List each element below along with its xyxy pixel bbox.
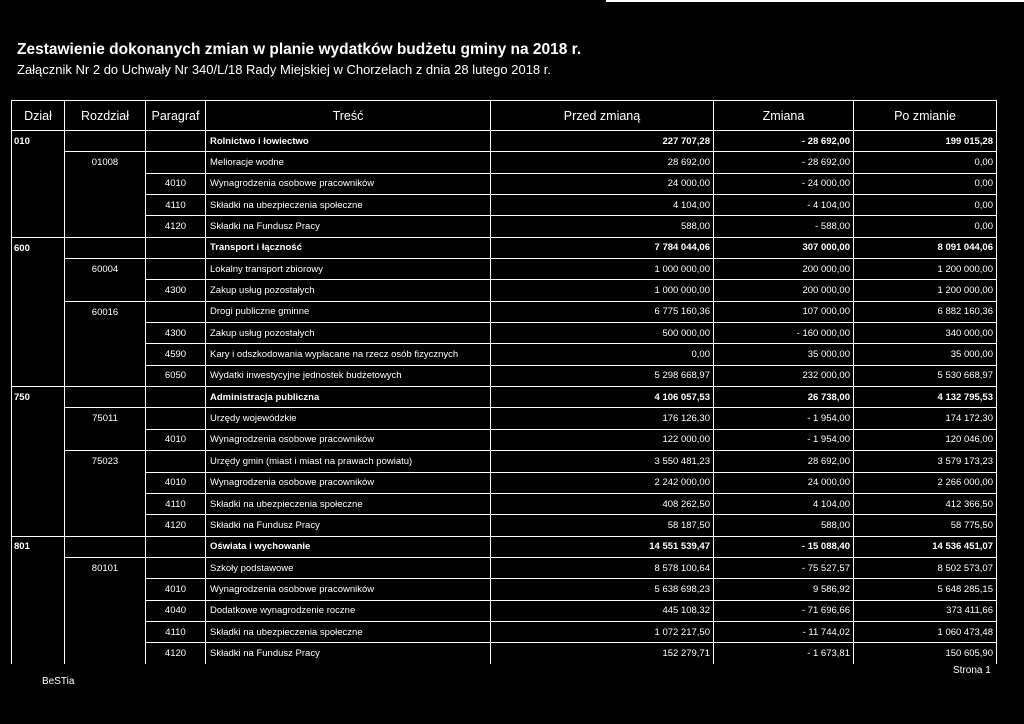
table-row bbox=[12, 195, 997, 216]
cell-tresc: Wynagrodzenia osobowe pracowników bbox=[206, 472, 491, 493]
table-row bbox=[12, 493, 997, 514]
cell-przed: 4 104,00 bbox=[491, 195, 714, 216]
cell-zmiana: 35 000,00 bbox=[714, 344, 854, 365]
cell-zmiana: - 588,00 bbox=[714, 216, 854, 237]
cell-paragraf: 4010 bbox=[146, 579, 206, 600]
cell-rozdzial bbox=[65, 643, 146, 664]
cell-paragraf bbox=[146, 152, 206, 173]
cell-po: 120 046,00 bbox=[854, 429, 997, 450]
table-row bbox=[12, 131, 997, 152]
table-row bbox=[12, 536, 997, 557]
cell-po: 1 060 473,48 bbox=[854, 621, 997, 642]
cell-po: 174 172,30 bbox=[854, 408, 997, 429]
column-header-przed-zmiana: Przed zmianą bbox=[491, 101, 714, 131]
table-row bbox=[12, 600, 997, 621]
column-header-po-zmianie: Po zmianie bbox=[854, 101, 997, 131]
cell-paragraf: 4010 bbox=[146, 429, 206, 450]
cell-przed: 58 187,50 bbox=[491, 515, 714, 536]
cell-dzial bbox=[12, 195, 65, 216]
cell-po: 150 605,90 bbox=[854, 643, 997, 664]
cell-przed: 500 000,00 bbox=[491, 323, 714, 344]
column-header-zmiana: Zmiana bbox=[714, 101, 854, 131]
cell-dzial bbox=[12, 579, 65, 600]
cell-przed: 1 000 000,00 bbox=[491, 259, 714, 280]
cell-paragraf: 4120 bbox=[146, 515, 206, 536]
cell-tresc: Wydatki inwestycyjne jednostek budżetowych bbox=[206, 365, 491, 386]
cell-zmiana: - 1 954,00 bbox=[714, 408, 854, 429]
cell-dzial bbox=[12, 216, 65, 237]
cell-rozdzial: 60016 bbox=[65, 301, 146, 322]
cell-dzial bbox=[12, 600, 65, 621]
table-row bbox=[12, 557, 997, 578]
cell-po: 5 648 285,15 bbox=[854, 579, 997, 600]
cell-rozdzial bbox=[65, 493, 146, 514]
table-row bbox=[12, 451, 997, 472]
cell-po: 14 536 451,07 bbox=[854, 536, 997, 557]
cell-zmiana: 232 000,00 bbox=[714, 365, 854, 386]
cell-przed: 408 262,50 bbox=[491, 493, 714, 514]
cell-po: 1 200 000,00 bbox=[854, 280, 997, 301]
table-row bbox=[12, 323, 997, 344]
cell-zmiana: - 71 696,66 bbox=[714, 600, 854, 621]
cell-przed: 28 692,00 bbox=[491, 152, 714, 173]
cell-przed: 24 000,00 bbox=[491, 173, 714, 194]
cell-tresc: Drogi publiczne gminne bbox=[206, 301, 491, 322]
cell-dzial bbox=[12, 344, 65, 365]
cell-zmiana: 200 000,00 bbox=[714, 259, 854, 280]
cell-przed: 7 784 044,06 bbox=[491, 237, 714, 258]
cell-rozdzial bbox=[65, 237, 146, 258]
cell-dzial bbox=[12, 472, 65, 493]
cell-przed: 445 108,32 bbox=[491, 600, 714, 621]
cell-rozdzial bbox=[65, 173, 146, 194]
cell-paragraf: 4010 bbox=[146, 472, 206, 493]
cell-tresc: Zakup usług pozostałych bbox=[206, 280, 491, 301]
cell-po: 35 000,00 bbox=[854, 344, 997, 365]
cell-tresc: Oświata i wychowanie bbox=[206, 536, 491, 557]
cell-zmiana: 307 000,00 bbox=[714, 237, 854, 258]
cell-rozdzial bbox=[65, 621, 146, 642]
column-header-dzial: Dział bbox=[12, 101, 65, 131]
top-border-line bbox=[606, 0, 1024, 2]
cell-rozdzial bbox=[65, 365, 146, 386]
table-row bbox=[12, 387, 997, 408]
page-title: Zestawienie dokonanych zmian w planie wydatków budżetu gminy na 2018 r. bbox=[17, 41, 582, 58]
cell-tresc: Zakup usług pozostałych bbox=[206, 323, 491, 344]
cell-przed: 5 638 698,23 bbox=[491, 579, 714, 600]
cell-tresc: Melioracje wodne bbox=[206, 152, 491, 173]
cell-rozdzial bbox=[65, 472, 146, 493]
cell-dzial bbox=[12, 152, 65, 173]
cell-po: 0,00 bbox=[854, 173, 997, 194]
cell-rozdzial bbox=[65, 280, 146, 301]
cell-przed: 5 298 668,97 bbox=[491, 365, 714, 386]
cell-przed: 0,00 bbox=[491, 344, 714, 365]
cell-przed: 4 106 057,53 bbox=[491, 387, 714, 408]
cell-przed: 227 707,28 bbox=[491, 131, 714, 152]
cell-po: 0,00 bbox=[854, 152, 997, 173]
cell-paragraf bbox=[146, 536, 206, 557]
cell-tresc: Lokalny transport zbiorowy bbox=[206, 259, 491, 280]
cell-dzial bbox=[12, 515, 65, 536]
cell-paragraf bbox=[146, 557, 206, 578]
cell-dzial bbox=[12, 280, 65, 301]
cell-po: 373 411,66 bbox=[854, 600, 997, 621]
cell-dzial bbox=[12, 643, 65, 664]
cell-paragraf bbox=[146, 387, 206, 408]
cell-tresc: Składki na ubezpieczenia społeczne bbox=[206, 195, 491, 216]
cell-zmiana: 4 104,00 bbox=[714, 493, 854, 514]
cell-po: 1 200 000,00 bbox=[854, 259, 997, 280]
cell-paragraf: 4110 bbox=[146, 195, 206, 216]
cell-po: 0,00 bbox=[854, 195, 997, 216]
cell-tresc: Składki na Fundusz Pracy bbox=[206, 643, 491, 664]
cell-rozdzial: 75023 bbox=[65, 451, 146, 472]
cell-zmiana: - 24 000,00 bbox=[714, 173, 854, 194]
cell-po: 0,00 bbox=[854, 216, 997, 237]
cell-zmiana: - 160 000,00 bbox=[714, 323, 854, 344]
column-header-tresc: Treść bbox=[206, 101, 491, 131]
cell-paragraf bbox=[146, 259, 206, 280]
table-row bbox=[12, 643, 997, 664]
cell-rozdzial bbox=[65, 600, 146, 621]
footer-app-name: BeSTia bbox=[42, 676, 75, 687]
cell-dzial: 801 bbox=[12, 536, 65, 557]
cell-paragraf: 4110 bbox=[146, 621, 206, 642]
cell-zmiana: - 75 527,57 bbox=[714, 557, 854, 578]
cell-paragraf: 4300 bbox=[146, 323, 206, 344]
cell-dzial bbox=[12, 173, 65, 194]
cell-po: 199 015,28 bbox=[854, 131, 997, 152]
cell-rozdzial bbox=[65, 131, 146, 152]
cell-zmiana: 28 692,00 bbox=[714, 451, 854, 472]
cell-rozdzial bbox=[65, 216, 146, 237]
cell-rozdzial bbox=[65, 344, 146, 365]
cell-rozdzial: 01008 bbox=[65, 152, 146, 173]
cell-dzial bbox=[12, 259, 65, 280]
cell-tresc: Rolnictwo i łowiectwo bbox=[206, 131, 491, 152]
cell-tresc: Składki na ubezpieczenia społeczne bbox=[206, 621, 491, 642]
table-row bbox=[12, 472, 997, 493]
cell-tresc: Dodatkowe wynagrodzenie roczne bbox=[206, 600, 491, 621]
table-body bbox=[12, 131, 997, 664]
cell-tresc: Wynagrodzenia osobowe pracowników bbox=[206, 429, 491, 450]
cell-rozdzial bbox=[65, 579, 146, 600]
cell-tresc: Urzędy wojewódzkie bbox=[206, 408, 491, 429]
table-row bbox=[12, 429, 997, 450]
cell-paragraf: 6050 bbox=[146, 365, 206, 386]
cell-zmiana: - 1 673,81 bbox=[714, 643, 854, 664]
cell-zmiana: 200 000,00 bbox=[714, 280, 854, 301]
cell-rozdzial bbox=[65, 387, 146, 408]
table-row bbox=[12, 280, 997, 301]
cell-po: 3 579 173,23 bbox=[854, 451, 997, 472]
cell-dzial bbox=[12, 429, 65, 450]
cell-dzial bbox=[12, 557, 65, 578]
cell-zmiana: 9 586,92 bbox=[714, 579, 854, 600]
table-row bbox=[12, 301, 997, 322]
cell-tresc: Składki na ubezpieczenia społeczne bbox=[206, 493, 491, 514]
cell-paragraf bbox=[146, 301, 206, 322]
column-header-rozdzial: Rozdział bbox=[65, 101, 146, 131]
cell-dzial: 010 bbox=[12, 131, 65, 152]
table-row bbox=[12, 515, 997, 536]
cell-paragraf: 4120 bbox=[146, 643, 206, 664]
cell-dzial: 600 bbox=[12, 237, 65, 258]
cell-dzial bbox=[12, 493, 65, 514]
table-row bbox=[12, 152, 997, 173]
cell-paragraf bbox=[146, 451, 206, 472]
cell-po: 58 775,50 bbox=[854, 515, 997, 536]
cell-paragraf: 4300 bbox=[146, 280, 206, 301]
cell-tresc: Urzędy gmin (miast i miast na prawach powiatu) bbox=[206, 451, 491, 472]
cell-po: 5 530 668,97 bbox=[854, 365, 997, 386]
cell-tresc: Administracja publiczna bbox=[206, 387, 491, 408]
cell-po: 8 091 044,06 bbox=[854, 237, 997, 258]
cell-zmiana: 26 738,00 bbox=[714, 387, 854, 408]
cell-zmiana: - 11 744,02 bbox=[714, 621, 854, 642]
table-row bbox=[12, 579, 997, 600]
cell-paragraf: 4590 bbox=[146, 344, 206, 365]
table-row bbox=[12, 259, 997, 280]
cell-zmiana: - 15 088,40 bbox=[714, 536, 854, 557]
page-subtitle: Załącznik Nr 2 do Uchwały Nr 340/L/18 Rady Miejskiej w Chorzelach z dnia 28 lutego 2018 r. bbox=[17, 62, 551, 77]
cell-rozdzial: 75011 bbox=[65, 408, 146, 429]
table-row bbox=[12, 621, 997, 642]
budget-changes-table bbox=[11, 100, 997, 664]
cell-tresc: Kary i odszkodowania wypłacane na rzecz osób fizycznych bbox=[206, 344, 491, 365]
cell-przed: 176 126,30 bbox=[491, 408, 714, 429]
cell-tresc: Szkoły podstawowe bbox=[206, 557, 491, 578]
cell-rozdzial bbox=[65, 323, 146, 344]
cell-tresc: Transport i łączność bbox=[206, 237, 491, 258]
cell-przed: 1 072 217,50 bbox=[491, 621, 714, 642]
table-row bbox=[12, 408, 997, 429]
cell-dzial bbox=[12, 451, 65, 472]
cell-paragraf: 4010 bbox=[146, 173, 206, 194]
cell-rozdzial bbox=[65, 515, 146, 536]
cell-rozdzial: 80101 bbox=[65, 557, 146, 578]
cell-paragraf bbox=[146, 237, 206, 258]
cell-przed: 3 550 481,23 bbox=[491, 451, 714, 472]
cell-zmiana: - 1 954,00 bbox=[714, 429, 854, 450]
cell-tresc: Wynagrodzenia osobowe pracowników bbox=[206, 173, 491, 194]
cell-po: 8 502 573,07 bbox=[854, 557, 997, 578]
cell-paragraf bbox=[146, 408, 206, 429]
cell-po: 6 882 160,36 bbox=[854, 301, 997, 322]
cell-dzial: 750 bbox=[12, 387, 65, 408]
cell-zmiana: - 4 104,00 bbox=[714, 195, 854, 216]
table-row bbox=[12, 344, 997, 365]
cell-przed: 588,00 bbox=[491, 216, 714, 237]
cell-przed: 152 279,71 bbox=[491, 643, 714, 664]
cell-dzial bbox=[12, 621, 65, 642]
cell-paragraf: 4120 bbox=[146, 216, 206, 237]
cell-tresc: Składki na Fundusz Pracy bbox=[206, 216, 491, 237]
cell-rozdzial bbox=[65, 536, 146, 557]
cell-po: 340 000,00 bbox=[854, 323, 997, 344]
cell-dzial bbox=[12, 301, 65, 322]
cell-przed: 122 000,00 bbox=[491, 429, 714, 450]
cell-zmiana: 24 000,00 bbox=[714, 472, 854, 493]
cell-zmiana: - 28 692,00 bbox=[714, 152, 854, 173]
cell-paragraf: 4110 bbox=[146, 493, 206, 514]
cell-przed: 14 551 539,47 bbox=[491, 536, 714, 557]
cell-rozdzial bbox=[65, 429, 146, 450]
page-number: Strona 1 bbox=[953, 665, 991, 676]
cell-przed: 8 578 100,64 bbox=[491, 557, 714, 578]
table-header-row bbox=[12, 101, 997, 131]
cell-po: 2 266 000,00 bbox=[854, 472, 997, 493]
cell-dzial bbox=[12, 408, 65, 429]
table-row bbox=[12, 173, 997, 194]
cell-przed: 6 775 160,36 bbox=[491, 301, 714, 322]
cell-dzial bbox=[12, 365, 65, 386]
cell-paragraf bbox=[146, 131, 206, 152]
cell-zmiana: 588,00 bbox=[714, 515, 854, 536]
cell-przed: 2 242 000,00 bbox=[491, 472, 714, 493]
table-row bbox=[12, 365, 997, 386]
cell-zmiana: 107 000,00 bbox=[714, 301, 854, 322]
cell-po: 4 132 795,53 bbox=[854, 387, 997, 408]
cell-tresc: Wynagrodzenia osobowe pracowników bbox=[206, 579, 491, 600]
column-header-paragraf: Paragraf bbox=[146, 101, 206, 131]
cell-rozdzial bbox=[65, 195, 146, 216]
cell-dzial bbox=[12, 323, 65, 344]
cell-tresc: Składki na Fundusz Pracy bbox=[206, 515, 491, 536]
cell-po: 412 366,50 bbox=[854, 493, 997, 514]
table-row bbox=[12, 216, 997, 237]
table-row bbox=[12, 237, 997, 258]
cell-rozdzial: 60004 bbox=[65, 259, 146, 280]
cell-zmiana: - 28 692,00 bbox=[714, 131, 854, 152]
cell-paragraf: 4040 bbox=[146, 600, 206, 621]
cell-przed: 1 000 000,00 bbox=[491, 280, 714, 301]
